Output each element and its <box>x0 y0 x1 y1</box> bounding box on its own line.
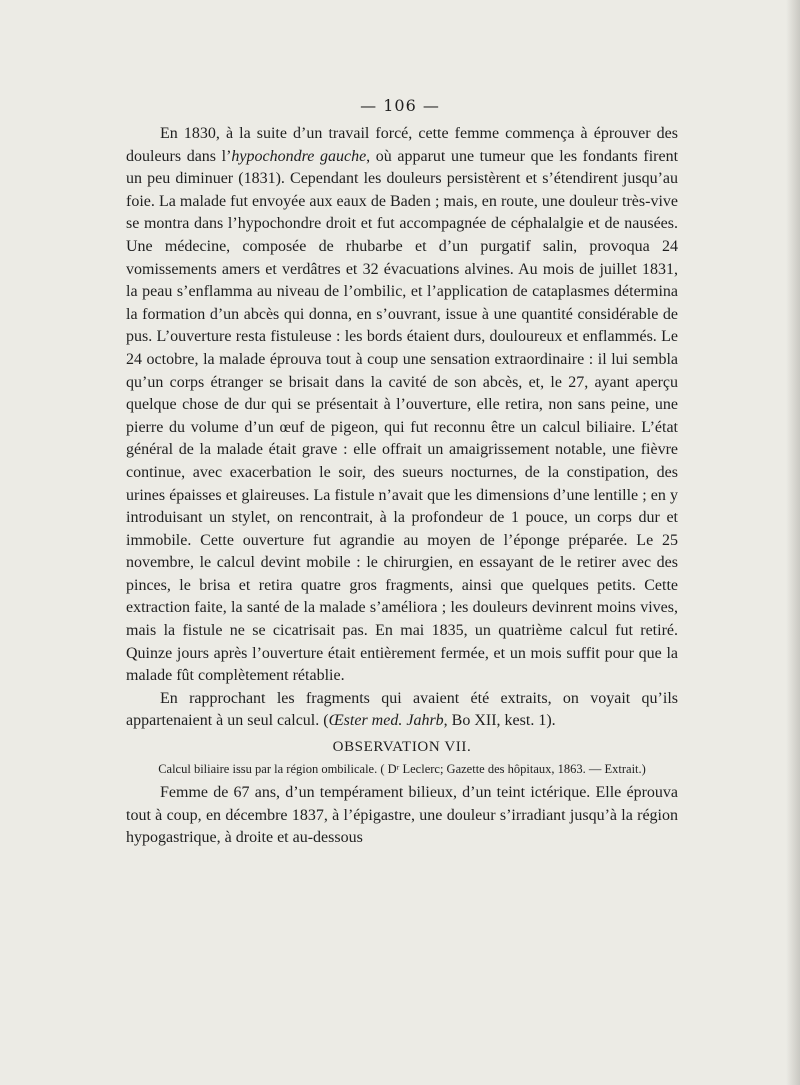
paragraph-3: Femme de 67 ans, d’un tempérament bilieux, d’un teint ictérique. Elle éprouva tout à coup, en décembre 1837, à l’épigastre, une douleur s’irradiant jusqu’à la région hypogastrique, à droite et au-dessous <box>126 784 678 847</box>
paragraph-2-end: , Bo XII, kest. 1). <box>443 712 556 730</box>
paragraph-1-continuation: , où apparut une tumeur que les fondants firent un peu diminuer (1831). Cependant les douleurs persistèrent et s’étendirent jusqu’au foie. La malade fut envoyée aux eaux de Baden ; mais, en route, une douleur très-vive se montra dans l’hypochondre droit et fut accompagnée de céphalalgie et de nausées. Une médecine, composée de rhubarbe et d’un purgatif salin, provoqua 24 vomissements amers et verdâtres et 32 évacuations alvines. Au mois de juillet 1831, la peau s’enflamma au niveau de l’ombilic, et l’application de cataplasmes détermina la formation d’un abcès qui donna, en s’ouvrant, issue à une quantité considérable de pus. L’ouverture resta fistuleuse : les bords étaient durs, douloureux et enflammés. Le 24 octobre, la malade éprouva tout à coup une sensation extraordinaire : il lui sembla qu’un corps étranger se brisait dans la cavité de son abcès, et, le 27, ayant aperçu quelque chose de dur qui se présentait à l’ouverture, elle retira, non sans peine, une pierre du volume d’un œuf de pigeon, qui fut reconnu être un calcul biliaire. L’état général de la malade était grave : elle offrait un amaigrissement notable, une fièvre continue, avec exacerbation le soir, des sueurs nocturnes, de la constipation, des urines épaisses et glaireuses. La fistule n’avait que les dimensions d’une lentille ; en y introduisant un stylet, on rencontrait, à la profondeur de 1 pouce, un corps dur et immobile. Cette ouverture fut agrandie au moyen de l’éponge préparée. Le 25 novembre, le calcul devint mobile : le chirurgien, en essayant de le retirer avec des pinces, le brisa et retira quatre gros fragments, ainsi que quelques petits. Cette extraction faite, la santé de la malade s’améliora ; les douleurs devinrent moins vives, mais la fistule ne se cicatrisait pas. En mai 1835, un quatrième calcul fut retiré. Quinze jours après l’ouverture était entièrement fermée, et un mois suffit pour que la malade fût complètement rétablie. <box>126 147 679 685</box>
paragraph-1-text: En 1830, à la suite d’un travail forcé, cette femme commença à éprouver des douleurs dans l’ <box>126 125 678 165</box>
paragraph-2 <box>126 688 678 733</box>
paragraph-1 <box>126 123 678 688</box>
page-edge-shadow <box>786 0 800 1085</box>
body-text <box>126 123 678 850</box>
observation-source: Calcul biliaire issu par la région ombilicale. ( Dʳ Leclerc; Gazette des hôpitaux, 1863. — Extrait.) <box>158 762 646 777</box>
observation-heading: OBSERVATION VII. <box>332 739 472 756</box>
paragraph-2-text: En rapprochant les fragments qui avaient été extraits, on voyait qu’ils appartenaient à un seul calcul. ( <box>126 689 678 730</box>
page-number: — 106 — <box>360 96 440 115</box>
paragraph-2-reference: Œster med. Jahrb <box>328 712 444 730</box>
paragraph-1-emphasis: hypochondre gauche <box>231 147 367 165</box>
